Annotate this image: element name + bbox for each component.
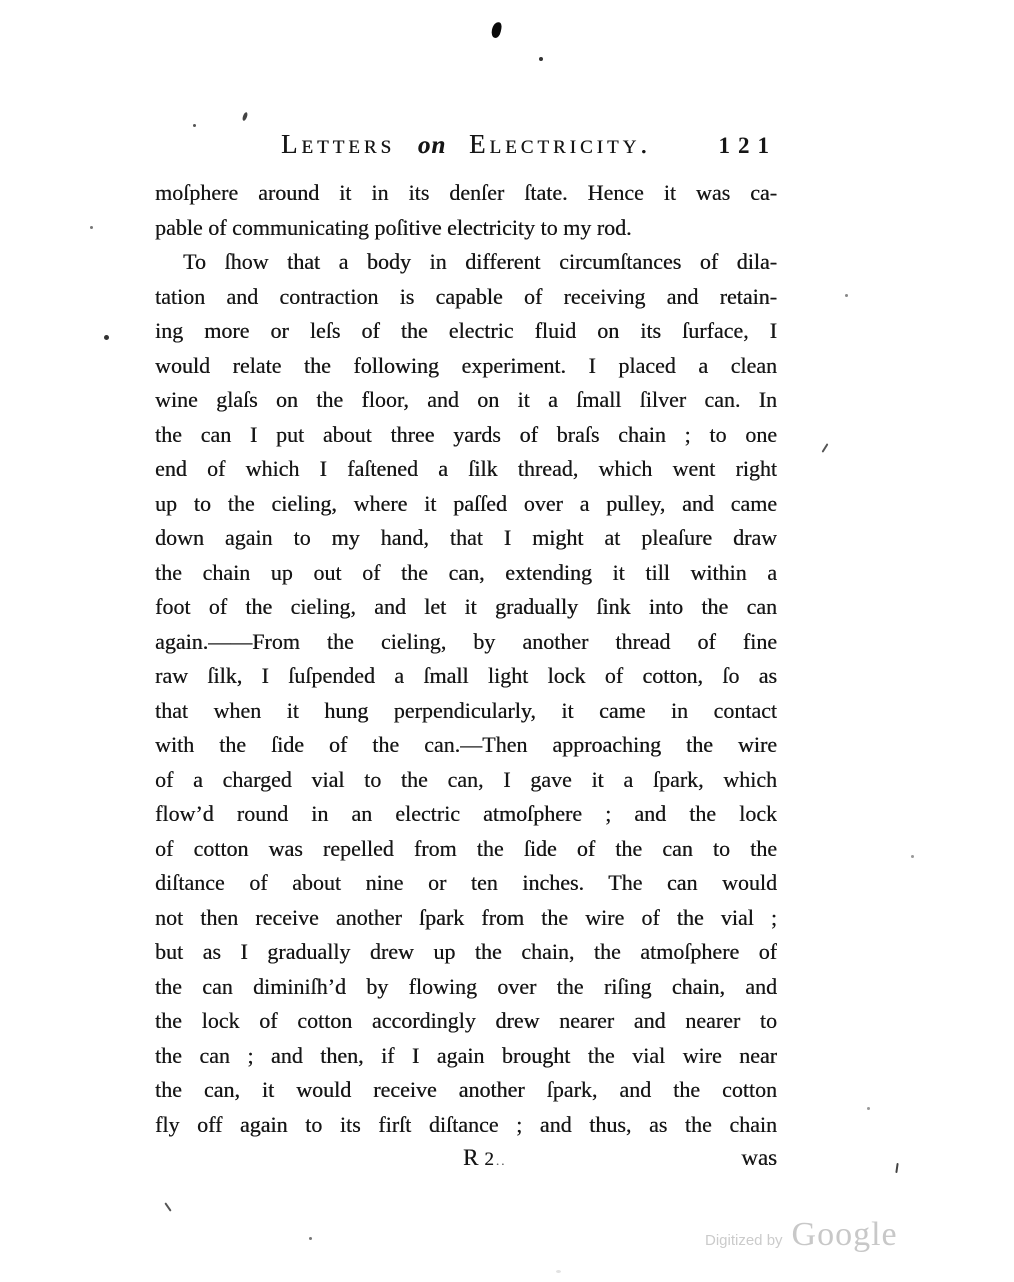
scan-speckle — [895, 1163, 898, 1173]
text-line: raw ſilk, I ſuſpended a ſmall light lock of cotton, ſo as — [155, 663, 777, 688]
text-line: foot of the cieling, and let it gradually ſink into the can — [155, 594, 777, 619]
text-line: the lock of cotton accordingly drew nearer and nearer to — [155, 1008, 777, 1033]
text-line: fly off again to its firſt diſtance ; and thus, as the chain — [155, 1111, 777, 1137]
scan-speckle — [490, 21, 502, 39]
text-line: of cotton was repelled from the ſide of the can to the — [155, 835, 777, 861]
running-title — [155, 129, 777, 160]
text-line: down again to my hand, that I might at pleaſure draw — [155, 525, 777, 550]
scan-speckle — [90, 226, 93, 229]
signature-mark: R 2 .. — [463, 1145, 507, 1170]
page-header — [155, 129, 777, 167]
scan-speckle — [845, 294, 848, 297]
text-line: again.——From the cieling, by another thread of fine — [155, 628, 777, 654]
scan-speckle — [193, 124, 196, 127]
text-line: with the ſide of the can.—Then approaching the wire — [155, 732, 777, 757]
text-line: that when it hung perpendicularly, it came in contact — [155, 697, 777, 723]
footer-line — [155, 1140, 777, 1175]
text-line: diſtance of about nine or ten inches. The can would — [155, 870, 777, 895]
body-text — [155, 176, 777, 1142]
text-line: would relate the following experiment. I placed a clean — [155, 352, 777, 378]
google-logo: Google — [791, 1216, 898, 1253]
text-line: of a charged vial to the can, I gave it a ſpark, which — [155, 766, 777, 792]
text-line: tation and contraction is capable of receiving and retain- — [155, 283, 777, 309]
text-line: the can ; and then, if I again brought the vial wire near — [155, 1042, 777, 1068]
text-line: the can, it would receive another ſpark, and the cotton — [155, 1077, 777, 1102]
text-line: the can I put about three yards of braſs chain ; to one — [155, 421, 777, 447]
scan-speckle — [164, 1202, 171, 1211]
text-line: but as I gradually drew up the chain, the atmoſphere of — [155, 939, 777, 964]
catchword: was — [741, 1145, 777, 1170]
scan-speckle — [539, 57, 543, 61]
text-line: not then receive another ſpark from the wire of the vial ; — [155, 904, 777, 930]
text-line: wine glaſs on the floor, and on it a ſmall ſilver can. In — [155, 387, 777, 412]
scan-speckle — [556, 1270, 561, 1273]
google-watermark — [705, 1216, 898, 1254]
title-word-letters: Letters — [280, 129, 396, 159]
scan-speckle — [104, 335, 109, 340]
text-line: the chain up out of the can, extending it till within a — [155, 559, 777, 585]
title-word-on: on — [417, 132, 447, 159]
text-line: pable of communicating poſitive electricity to my rod. — [155, 214, 632, 240]
page-number: 121 — [718, 133, 777, 158]
scan-speckle — [242, 112, 249, 122]
watermark-prefix: Digitized by — [705, 1232, 783, 1249]
text-line: end of which I faſtened a ſilk thread, which went right — [155, 456, 777, 481]
scan-speckle — [822, 443, 829, 453]
title-word-electricity: Electricity. — [469, 129, 652, 159]
text-line: To ſhow that a body in different circumſtances of dila- — [183, 249, 777, 274]
text-line: up to the cieling, where it paſſed over a pulley, and came — [155, 490, 777, 516]
text-line: moſphere around it in its denſer ſtate. Hence it was ca- — [155, 180, 777, 205]
text-line: flow’d round in an electric atmoſphere ; and the lock — [155, 801, 777, 826]
scan-speckle — [867, 1107, 870, 1110]
text-line: ing more or leſs of the electric fluid on its ſurface, I — [155, 318, 777, 343]
scan-speckle — [911, 855, 914, 858]
scan-speckle — [309, 1237, 312, 1240]
text-line: the can diminiſh’d by flowing over the riſing chain, and — [155, 973, 777, 999]
